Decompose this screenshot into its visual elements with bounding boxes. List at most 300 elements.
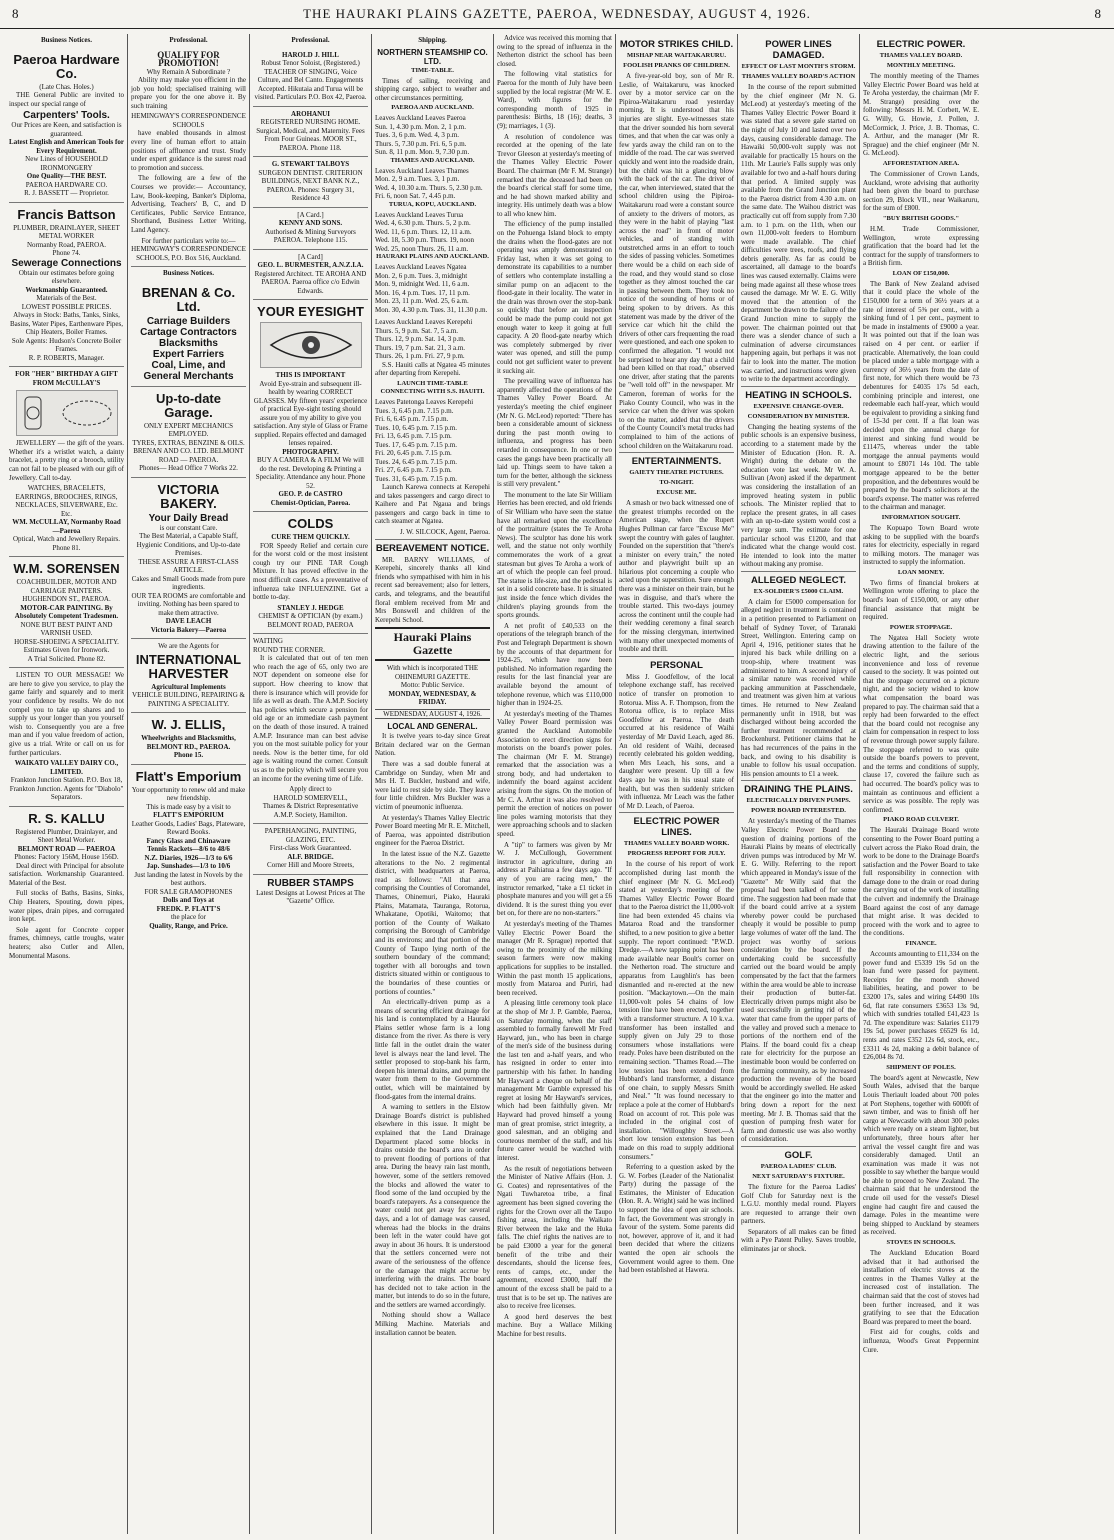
article-body: The fixture for the Paeroa Ladies' Golf Club for Saturday next is the L.G.U. monthly medal round. Players are requested to arrange their own partners. (741, 1182, 856, 1226)
launch-row: Fri. 20, 6.45 p.m. 7.15 p.m. (375, 449, 452, 458)
subheadline: THAMES VALLEY BOARD'S ACTION (741, 73, 856, 80)
shipping-subtitle: TIME-TABLE. (411, 66, 454, 74)
headline: PERSONAL (619, 656, 734, 671)
ad-body: Sole agent for Concrete copper frames, chimneys, cattle troughs, water heaters; also Cutler and Allen, Monumental Masons. (9, 925, 124, 960)
subheadline: SHIPMENT OF POLES. (886, 1063, 956, 1071)
ad-title: Francis Battson (17, 206, 116, 222)
watch-illustration-icon (16, 390, 118, 436)
ad-line: Latest English and American Tools for Every Requirement. (9, 138, 124, 155)
route-row: Thurs. 26, 1 p.m. Fri. 27, 9 p.m. (375, 352, 465, 361)
ad-line: Frankton Junction Station. P.O. Box 18, Frankton Junction. Agents for "Diabolo" Separators. (9, 776, 124, 802)
page-number-right: 8 (1094, 6, 1102, 21)
ad-title: YOUR EYESIGHT (257, 304, 364, 320)
ad-line: Leather Goods, Ladies' Bags, Plateware, Reward Books. (131, 819, 246, 837)
launch-row: Leaves Patetonga Leaves Kerepehi (375, 398, 474, 407)
ad-line: R. P. ROBERTS, Manager. (28, 353, 105, 362)
launch-sign: J. W. SILCOCK, Agent, Paeroa. (399, 528, 490, 537)
ad-line: Avoid Eye-strain and subsequent ill-health by wearing CORRECT GLASSES. My fifteen years' experience of practical Eye-sight testing should assure you of my ability to give you satisfaction. Any style of Glass or Frame supplied. Repairs effected and damaged lenses repaired. (253, 379, 368, 448)
ad-body: Ability may make you efficient in the job you hold; specialised training will prepare you for the one above it. By such training (131, 76, 246, 110)
ad-eyesight (253, 300, 368, 512)
ad-line: One Quality—THE BEST. (26, 172, 107, 181)
ad-line: WM. McCULLAY, Normanby Road—Paeroa (12, 518, 121, 535)
subheadline: EXPENSIVE CHANGE-OVER. (753, 402, 844, 410)
ad-line: Authorised & Mining Surveyors PAEROA. Telephone 115. (265, 227, 356, 245)
article-body: A smash or two back witnessed one of the greatest triumphs recorded on the American stage, when the Rupert Hughes Pullman car farce "Excuse Me" swept the country with gales of laughter. Founded on the superstition that "there's a minister on every train," the noted author and playwright built up an hilarious plot concerning a couple who acted upon the superstition. Sure enough there was a minister on their train, but he was in disguise, and that's where the trouble started. This two-days journey across the continent until the couple had their wedding ceremony a final search for the missing clergyman, intertwined with many other unexpected moments of trouble and thrill. (619, 499, 734, 654)
ad-line: TYRES, EXTRAS, BENZINE & OILS. (132, 438, 245, 447)
subheadline: GAIETY THEATRE PICTURES. (629, 469, 724, 477)
route-title: THAMES AND AUCKLAND. (390, 156, 475, 164)
route-row: Leaves Auckland Leaves Thames (375, 166, 469, 175)
route-row: Wed. 18, 5.30 p.m. Thurs. 19, noon (375, 236, 475, 245)
ad-title: INTERNATIONAL HARVESTER (135, 651, 242, 681)
ad-title: AROHANUI (291, 109, 330, 118)
ad-line: Cakes and Small Goods made from pure ingredients. (131, 574, 246, 592)
route-row: Leaves Auckland Leaves Paeroa (375, 114, 466, 123)
ad-line: SURGEON DENTIST. CRITERION BUILDINGS, NEXT BANK N.Z., PAEROA. Phones: Surgery 31, Residence 43 (258, 168, 363, 203)
masthead (0, 6, 1114, 29)
article-paragraph: A pleasing little ceremony took place at the shop of Mr J. P. Gamble, Paeroa, on Saturday morning, when the staff assembled to formally farewell Mr Fred Hayward, jun., who has been in charge of the men's side of the business during the last ten and a-half years, and who has resigned in order to enter into partnership with his father. In handing Mr Hayward a cheque on behalf of the management Mr Gamble expressed his regret at losing Mr Hayward's services, which had been faithfully given. Mr Hayward had proved himself a young man of great promise, strict integrity, a good salesman, and an obliging and courteous member of the staff, and his future career would be watched with interest. (497, 999, 612, 1162)
article-paragraph: Nothing should show a Wallace Milking Machine. Materials and installation cannot be beaten. (375, 1311, 490, 1337)
ad-line: Sewerage Connections (11, 257, 122, 269)
ad-title: KENNY AND SONS. (278, 219, 343, 228)
subheadline: PAEROA LADIES' CLUB. (760, 1162, 837, 1170)
ad-garage (131, 387, 246, 478)
subheadline: FOOLISH PRANKS OF CHILDREN. (623, 62, 730, 69)
launch-row: Tues. 17, 6.45 p.m. 7.15 p.m. (375, 440, 458, 449)
ad-line: VEHICLE BUILDING, REPAIRING & PAINTING A SPECIALITY. (132, 691, 245, 708)
article-body: The Auckland Education Board advised that it had authorised the installation of electric stoves at the centres in the Thames Valley at the increased cost of installation. The chairman said that the cost of stoves had been further increased, and it was gratifying to see that the Education Board was prepared to meet the board. (863, 1249, 979, 1326)
route-row: Thurs. 12, 9 p.m. Sat. 14, 3 p.m. (375, 335, 466, 344)
ad-body: FOR Speedy Relief and certain cure for the worst cold or the most insistent cough try our PINE TAR Cough Mixture. It has proved effective in the most difficult cases. As a preventative of influenza take INFLUENZINE. Get a bottle to-day. (253, 541, 368, 602)
article-body: The Commissioner of Crown Lands, Auckland, wrote advising that authority had been given the board to purchase section 29, Block VII., near Waikaruru, for the sum of £800. (863, 169, 979, 213)
ad-line: Phone 15. (173, 751, 204, 760)
article-body: First aid for coughs, colds and influenza, Wood's Great Peppermint Cure. (863, 1328, 979, 1354)
route-row: Leaves Auckland Leaves Kerepehi (375, 318, 473, 327)
ad-line: Chemist-Optician, Paeroa. (270, 498, 351, 507)
ad-line: First-class Work Guaranteed. (269, 844, 352, 853)
column-1 (6, 34, 128, 1534)
ad-line: [A Card.] (297, 210, 324, 219)
article-body: Referring to a question asked by the G. W. Forbes (Leader of the Nationalist Party) during the passage of the Estimates, the Minister of Education (Hon. R. A. Wright) said he was inclined to support the idea of open air schools. In fact, the Government was strongly in favour of the system. Some parents did not, however, approve of it, and it had been decided that where the citizens wanted the open air schools the Government would agree to them. One had been established at Hawera. (619, 1163, 734, 1275)
ad-line: Tennis Rackets—8/6 to 48/6 (147, 845, 230, 854)
ad-line: is our constant Care. (159, 523, 218, 532)
route-row: Fri. 6, noon Sat. 7, 4.45 p.m. (375, 192, 456, 201)
article-body: At yesterday's meeting of the Thames Valley Electric Power Board the question of draining portions of the Hauraki Plains by means of electrically driven pumps was introduced by Mr W. E. G. Willy. Referring to the report which appeared in Monday's issue of the "Gazette" Mr Willy said that the proposal had been talked of for some time. The suggestion had been made that if the board could arrive at a system whereby power could be purchased cheaply it would be possible to pump large volumes of water off the land. The project was worthy of serious consideration by the board. If the undertaking could be successfully carried out the board would be amply compensated by the fact that the farmers within the area would be able to increase their production of butter-fat. Electrically driven pumps might also be used successfully in getting rid of the water that came from the upper parts of the valley and proved such a menace to portions of the northern end of the Plains. If the board could fix a cheap rate for electricity for the purpose an inestimable boon would be conferred on the farming community, as by increased production the revenue of the board would be accordingly swelled. He asked that the engineer go into the matter and bring down a report for the next meeting. Mr J. B. Thomas said that the question of pumping fresh water for farm and domestic use was also worthy of consideration. (741, 817, 856, 1144)
ad-line: Sole Agents: Hudson's Concrete Boiler Frames. (11, 336, 122, 354)
launch-row: Fri. 13, 6.45 p.m. 7.15 p.m. (375, 432, 452, 441)
ad-line: Jap. Sunshades—1/3 to 10/6 (146, 862, 231, 871)
ad-line: PAPERHANGING, PAINTING, GLAZING, ETC. (264, 827, 357, 844)
ad-line: For further particulars write to:— (141, 236, 236, 245)
ad-line: Phones— Head Office 7 Works 22. (139, 464, 238, 473)
ad-line: Blacksmiths (159, 337, 218, 349)
ad-line: FLATT'S EMPORIUM (153, 811, 224, 820)
ad-hemingway (131, 48, 246, 268)
shipping-title: NORTHERN STEAMSHIP CO. LTD. (377, 47, 488, 66)
ad-line: FOR "HER" BIRTHDAY A GIFT FROM McCULLAY'S (15, 370, 118, 387)
ad-title: COLDS (287, 516, 334, 532)
ad-line: Obtain our estimates before going elsewhere. (18, 268, 115, 286)
subheadline: PROGRESS REPORT FOR JULY. (627, 850, 726, 858)
ad-line: R. J. BASSETT — Proprietor. (24, 189, 109, 198)
ad-title: R. S. KALLU (28, 810, 105, 826)
article-body: In the course of the report submitted by the chief engineer (Mr N. G. McLeod) at yesterday's meeting of the Thames Valley Electric Power Board it was stated that a severe gale started on the night of July 10 and lasted over two days, causing considerable damage. The Hawaiki 50,000-volt supply was not available for practically 15 hours on the 11th. Mr Laurie's Falls supply was only available for two and a-half hours during that period. A limited supply was available from the Grand Junction plant to the Paeroa district from 4.30 a.m. on the same date. The Waihou district was practically cut off from supply from 7.30 a.m. to 1 p.m. on the 11th, when our own 11,000-volt feeders to Hornburn were made available. The chief difficulties were trees, roofs, and flying debris generally. As far as could be ascertained, all damage to the board's lines was caused externally. Claims were being made against all these whose trees caused the damage. Mr W. E. G. Willy moved that the attention of the department be drawn to the failure of the Grand Junction mine to supply the power. The chairman pointed out that there was a slender chance of such a culmination of adverse circumstances happening again, but perhaps it was not fair to look into the matter. The motion was carried, and instructions were given to write to the department accordingly. (741, 83, 856, 384)
subheadline: INFORMATION SOUGHT. (881, 513, 961, 521)
ad-line: ONLY EXPERT MECHANICS EMPLOYED. (143, 421, 234, 439)
launch-row: Tues. 10, 6.45 p.m. 7.15 p.m. (375, 423, 458, 432)
ad-victoria-bakery (131, 478, 246, 640)
article-body: The Hauraki Drainage Board wrote consenting to the Power Board putting a culvert across the Piako Road drain, the work to be done to the Drainage Board's satisfaction and the Power Board to take full responsibility in connection with damage done to the drain or road during the carrying out of the work of installing the culvert and indemnify the Drainage Board against the cost of any damage that might arise. It was decided to proceed with the work and to agree to the conditions. (863, 826, 979, 938)
ad-line: Normanby Road, PAEROA. (26, 240, 107, 249)
column-3 (250, 34, 372, 1534)
paper-line: MONDAY, WEDNESDAY, & FRIDAY. (388, 689, 477, 707)
ad-line: The Best Material, a Capable Staff, Hygienic Conditions, and Up-to-date Premises. (136, 532, 241, 558)
ad-line: REGISTERED NURSING HOME. Surgical, Medical, and Maternity. Fees From Four Guineas. MOOR ST., PAEROA. Phone 118. (256, 118, 365, 152)
article-paragraph: It is twelve years to-day since Great Britain declared war on the German Nation. (375, 732, 490, 758)
route-row: Mon. 16, 4 p.m. Tues. 17, 11 p.m. (375, 288, 470, 297)
headline: ENTERTAINMENTS. (619, 452, 734, 467)
ad-line: Quality, Range, and Price. (149, 921, 228, 930)
subheadline: AFFORESTATION AREA. (882, 159, 960, 167)
ad-line: Workmanship Guaranteed. (25, 285, 108, 294)
ad-line: Fancy Glass and Chinaware (146, 836, 231, 845)
ad-line: the place for (171, 913, 206, 922)
route-row: Mon. 30, 4.30 p.m. Tues. 31, 11.30 p.m. (375, 305, 488, 314)
headline: POWER LINES DAMAGED. (765, 39, 832, 61)
ad-line: Registered Plumber, Drainlayer, and Sheet Metal Worker. (15, 827, 118, 845)
article-body: Miss J. Goodfellow, of the local telephone exchange staff, has received notice of transfer on promotion to Rotorua. Miss A. F. Thompson, from the Rotorua office, is to replace Miss Goodfellow at Paeroa. The death occurred at his residence of Waihi yesterday of Mr David Leach, aged 86. An old resident of Waihi, deceased recently celebrated his golden wedding, when Mrs Leach, his sons, and a daughter were present. Up till a few days ago he was in his usual state of health, but was then suddenly stricken with influenza. Mr Leach was the father of Mr D. Leach, of Paeroa. (619, 672, 734, 810)
article-paragraph: The prevailing wave of influenza has apparently affected the operations of the Thames Valley Power Board. At yesterday's meeting the chief engineer (Mr N. G. McLeod) reported: "There has been a considerable amount of sickness during the past month owing to influenza, and progress has been retarded in consequence. In one or two cases the gangs have been practically all laid up. Things seem to have taken a turn for the better, although the sickness is still very prevalent." (497, 377, 612, 489)
ad-line: (Late Chas. Holes.) (39, 82, 94, 91)
ad-line: Expert Farriers (152, 348, 225, 360)
ad-sorensen (9, 557, 124, 668)
article-paragraph: Advice was received this morning that owing to the spread of influenza in the Netherton district the school has been closed. (497, 34, 612, 68)
article-paragraph: At yesterday's meeting of the Thames Valley Power Board permission was granted the Auckland Automobile Association to erect direction signs for motorists on the board's power poles. The chairman (Mr F. M. Strange) remarked that the association was a strong body, and had undertaken to indemnify the board against accident arising from the signs. On the motion of Mr C. A. Arthur it was also resolved to permit the erection of notices on power line poles warning motorists that they were approaching schools and to slacken speed. (497, 709, 612, 839)
ad-line: Wheelwrights and Blacksmiths, (141, 734, 236, 743)
article-body: The Kopuapo Town Board wrote asking to be supplied with the board's rates for electricity, especially in regard to milking motors. The manager was instructed to supply the information. (863, 523, 979, 567)
article-body: The monthly meeting of the Thames Valley Electric Power Board was held at Te Aroha yesterday, the chairman (Mr F. M. Strange) presiding over the following: Messrs H. M. Corbett, W. E. G. Willy, G. Howie, J. Pollen, J. McCormick, J. Price, J. B. Thomas, C. A. Arthur, and the manager (Mr R. Sprague) and the chief engineer (Mr N. G. McLeod). (863, 72, 979, 158)
column-4 (372, 34, 494, 1534)
ad-line: COACHBUILDER, MOTOR AND CARRIAGE PAINTERS. HUGHENDON ST., PAEROA. (16, 578, 117, 604)
ad-line: FREDK. P. FLATT'S (156, 904, 221, 913)
ad-line: CHEMIST & OPTICIAN (by exam.) (258, 612, 363, 621)
ad-line: NONE BUT BEST PAINT AND VARNISH USED. (20, 620, 113, 638)
subheadline: POWER STOPPAGE. (889, 623, 953, 631)
ad-body: Deal direct with Principal for absolute satisfaction. Workmanship Guaranteed. Material of the Best. (9, 861, 124, 887)
ad-title: Paeroa Hardware Co. (13, 51, 120, 81)
route-row: Wed. 25, noon Thurs. 26, 11 a.m. (375, 244, 469, 253)
ad-line: DAVE LEACH (165, 617, 212, 626)
subheadline: ELECTRICALLY DRIVEN PUMPS. (746, 797, 851, 805)
ad-brenan (131, 281, 246, 387)
article-paragraph: An electrically-driven pump as a means of securing efficient drainage for his land is contemplated by a Hauraki Plains settler whose farm is a long distance from the river. As there is very little fall in the outlet drain the water level is always near the land level. The settler proposed to stop-bank his farm, deepen his internal drains, and pump the water from them to the Government outlet, which will be maintained by flood-gates from the internal drains. (375, 998, 490, 1101)
paper-nameplate: Hauraki Plains Gazette (375, 627, 490, 661)
route-row: Mon. 23, 11 p.m. Wed. 25, 6 a.m. (375, 297, 469, 306)
ad-body: JEWELLERY — the gift of the years. Whether it's a wristlet watch, a dainty bracelet, a pretty ring or a brooch, utility can not fail to be pleased with our gift of Jewellery. Call to-day. (9, 439, 124, 482)
ad-line: Corner Hill and Moore Streets, (267, 861, 354, 870)
subheadline: EFFECT OF LAST MONTH'S STORM. (741, 63, 856, 70)
launch-row: Fri. 6, 6.45 p.m. 7.15 p.m. (375, 415, 449, 424)
ad-title: Up-to-date Garage. (156, 390, 221, 420)
ad-line: BELMONT ROAD — PAEROA (17, 844, 116, 853)
route-note: S.S. Hauiti calls at Ngatea 45 minutes after departing from Kerepehi. (375, 360, 490, 378)
ad-title: HAROLD J. HILL (282, 50, 339, 59)
ad-line: Thames & District Representative A.M.P. Society, Hamilton. (262, 802, 359, 819)
route-row: Mon. 9, midnight Wed. 11, 6 a.m. (375, 280, 470, 289)
article-body: In the course of his report of work accomplished during last month the chief engineer (Mr N. G. McLeod) stated at yesterday's meeting of the Thames Valley Electric Power Board that to the Paeroa district the 11,000-volt line had been extended 45 chains via Mataroa Road and the transformer shifted, to a new position to give a better supply. The report continued: "P.W.D. Dredge.—A new tapping point has been made available near Boult's corner on the Netherton road. The structure and apparatus from Laughlin's has been dismantled and re-erected at the new position. "Mackaytown.—On the main 11,000-volt poles 54 chains of low tension line have been erected, together with a transformer structure. A 10 k.v.a. transformer has been installed and supply given on July 29 to those consumers whose installations were ready. Poles have been distributed on the remaining section. "Thames Road.—The low tension has been extended from Hubbard's land transformer, a distance of one chain, to supply Messrs Smith and Neal." "It was found necessary to replace a pole at the corner of Hubbard's Road on account of rot. This pole was included in the original cost of installation. "Willoughby Street.—A short low tension extension has been made on this road to supply additional consumers." (619, 860, 734, 1161)
section-label: Professional. (291, 36, 330, 44)
ad-line: General Merchants (143, 370, 234, 382)
ad-title: GEO. L. BURMESTER, A.N.Z.I.A. (257, 261, 364, 270)
ad-line: FOR SALE GRAMOPHONES (144, 887, 233, 896)
section-label: Professional. (169, 36, 208, 44)
subheadline: STOVES IN SCHOOLS. (886, 1239, 956, 1247)
ad-line: ROUND THE CORNER. (253, 645, 326, 654)
ad-line: Just landing the latest in Novels by the best authors. (134, 870, 243, 888)
route-row: Mon. 2, 9 a.m. Tues. 3, 1 p.m. (375, 175, 460, 184)
ad-title: W.M. SORENSEN (13, 561, 120, 577)
article-body: The Ngatea Hall Society wrote drawing attention to the failure of the electric light, and the serious inconvenience and loss of revenue caused to the society. It was pointed out that the stoppage occurred on a picture night, and the society wished to know what compensation the board was prepared to pay. The chairman said that a reply had been forwarded to the effect that the board could not recognise any claim for compensation in respect to loss of revenue through power supply failure. The stoppage referred to was quite outside the board's powers to prevent, and the terms and conditions of supply, clause 17, covered the failure such as had occurred. The board's policy was to maintain as continuous and efficient a service as was possible. The reply was confirmed. (863, 633, 979, 814)
route-row: Leaves Auckland Leaves Turua (375, 210, 464, 219)
eye-illustration-icon (260, 322, 362, 368)
section-label: Business Notices. (41, 36, 92, 44)
headline: HEATING IN SCHOOLS. (741, 386, 856, 401)
launch-row: Fri. 27, 6.45 p.m. 7.15 p.m. (375, 466, 452, 475)
ad-hardware (9, 48, 124, 203)
page-number-left: 8 (12, 6, 20, 21)
ad-body: THE General Public are invited to inspect our special range of (9, 91, 124, 108)
article-paragraph: At yesterday's Thames Valley Electric Power Board meeting Mr R. E. Mitchell, of Paeroa, was appointed distribution engineer for the Paeroa District. (375, 813, 490, 848)
launch-note: Launch Karewa connects at Kerepehi and takes passengers and cargo direct to Kaihere and Pat Ngaua and brings passengers and cargo back in time to catch steamer at Ngatea. (375, 483, 490, 526)
ad-line: Robust Tenor Soloist, (Registered.) TEACHER OF SINGING, Voice Culture, and Bel Canto. Engagements Accepted. Hikutaia and Turua will be visited. Particulars P.O. Box 42, Paeroa. (254, 59, 367, 102)
subheadline: LOAN MONEY. (897, 568, 945, 576)
ad-dairy (9, 668, 124, 806)
ad-line: HORSE-SHOEING A SPECIALITY. (14, 637, 119, 646)
shipping-note: Times of sailing, receiving and shipping cargo, subject to weather and other circumstances permitting. (375, 76, 490, 102)
ad-line: Agricultural Implements (151, 682, 226, 691)
headline: ALLEGED NEGLECT. (741, 571, 856, 586)
ad-line: BELMONT ROAD, PAEROA (267, 620, 354, 629)
ad-title: Flatt's Emporium (135, 768, 242, 784)
article-body: The board's agent at Newcastle, New South Wales, advised that the barque Louis Theriault loaded about 700 poles at Port Stephens, together with 6000ft of sawn timber, and was to finish off her cargo at Newcastle with about 300 poles which were ready on a steam lighter, but unfortunately, three hours after her arrival the vessel caught fire and was considerably damaged. Until an examination was made it was not possible to say whether the barque would be able to proceed to New Zealand. The chairman said that he understood the crude oil used for the vessel's Diesel engine had caught fire and caused the damage. Poles in the meantime were being shipped to Auckland by steamers as received. (863, 1073, 979, 1237)
subheadline: MISHAP NEAR WAITAKARURU. (627, 52, 726, 59)
route-row: Thurs. 19, 7 p.m. Sat. 21, 3 a.m. (375, 343, 466, 352)
ad-body: It is calculated that out of ten men who reach the age of 65, only two are NOT dependent on someone else for support. How cheering to know that there is insurance which will provide for life as well as death. The A.M.P. Society has policies which secure a pension for old age or an immediate cash payment on the death of those insured. A trained A.M.P. Insurance man can best advise you on the most suitable policy for your needs. Now is the better time, for old age is waiting round the corner. Consult us as to the policy which will secure you an income for the evening time of Life. (253, 654, 368, 783)
bereavement-body: MR. BARNY WILLIAMS, of Kerepehi, sincerely thanks all kind friends who sympathised with him in his recent sad bereavement; also for letters, cards, and telegrams, and the beautiful floral emblem received from Mr and Mrs Bonswell and children of the Kerepehi School. (375, 555, 490, 624)
ad-line: Dolls and Toys at (162, 896, 215, 905)
article-paragraph: A good herd deserves the best machine. Buy a Wallace Milking Machine for best results. (497, 1312, 612, 1338)
subheadline: THAMES VALLEY BOARD WORK. (623, 840, 730, 848)
ad-line: WATCHES, BRACELETS, EARRINGS, BROOCHES, RINGS, NECKLACES, SILVERWARE, Etc. Etc. (15, 484, 118, 518)
ad-line: Why Remain A Subordinate ? (146, 67, 231, 76)
route-row: Mon. 2, 6 p.m. Tues. 3, midnight (375, 271, 468, 280)
ad-line: Phone 74. (52, 249, 81, 258)
article-body: Two firms of financial brokers at Wellington wrote offering to place the board's loan of £150,000, or any other financial assistance that might be required. (863, 578, 979, 622)
ad-mccullay (9, 367, 124, 557)
ad-kenny (253, 208, 368, 250)
ad-line: HEMINGWAY'S CORRESPONDENCE SCHOOLS, P.O. Box 516, Auckland. (131, 245, 246, 262)
ad-line: CURE THEM QUICKLY. (271, 533, 350, 542)
ad-title: BRENAN & Co. Ltd. (141, 284, 236, 314)
ad-line: Estimates Given for Ironwork. (23, 646, 110, 655)
ad-line: OUR TEA ROOMS are comfortable and inviting. Nothing has been spared to make them attractive. (131, 591, 246, 617)
launch-row: Tues. 3, 6.45 p.m. 7.15 p.m. (375, 406, 454, 415)
ad-line: BRENAN AND CO. LTD. BELMONT ROAD — PAEROA. (133, 447, 244, 464)
subheadline: EXCUSE ME. (656, 489, 697, 497)
ad-line: Apply direct to (289, 785, 332, 794)
subheadline: TO-NIGHT. (659, 479, 694, 487)
article-paragraph: In the latest issue of the N.Z. Gazette alterations to the No. 2 regimental district, with headquarters at Paeroa, read as follows: "All that area comprising the Counties of Coromandel, Thames, Ohinemuri, Piako, Hauraki Plains, Matamata, Tauranga, Rotorua, Whakatane, Opotiki, Waitomo; that portion of the County of Waikato comprising the Borough of Cambridge and its environs; and that portion of the County of Taupo lying north of the southern boundary of the command; together with all boroughs and town districts situated within or contiguous to the boundaries of these counties or portions of counties." (375, 850, 490, 996)
column-7 (738, 34, 860, 1534)
subheadline: PIAKO ROAD CULVERT. (883, 816, 959, 824)
subheadline: CONSIDERATION BY MINISTER. (747, 412, 850, 420)
article-paragraph: The monument to the late Sir William Herries has been erected, and old friends of Sir William who have seen the statue have all remarked upon the excellence of the portraiture (states the Te Aroha News). The sculptor has done his work well, and the statue not only worthily commemorates the work of a great statesman but gives Te Aroha a work of art of which the people can feel proud. The statue is life-size, and the pedestal is set in a solid concrete base. It is situated just inside the fence which divides the children's playing grounds from the sports grounds. (497, 490, 612, 620)
headline: ELECTRIC POWER LINES. (619, 812, 734, 838)
route-row: Thurs. 5, 9 p.m. Sat. 7, 5 a.m. (375, 326, 459, 335)
columns (6, 34, 1108, 1534)
route-title: TURUA, KOPU, AUCKLAND. (388, 200, 477, 208)
headline: DRAINING THE PLAINS. (741, 780, 856, 795)
section-label: Business Notices. (163, 269, 214, 278)
route-title: HAURAKI PLAINS AND AUCKLAND. (376, 253, 489, 261)
local-general-title: LOCAL AND GENERAL. (387, 722, 478, 732)
article-paragraph: At yesterday's meeting of the Thames Valley Electric Power Board the manager (Mr R. Sprague) reported that owing to the proximity of the milking season farmers were now making applications for supplies to be installed. Within the past month 15 applications, mostly from Mataroa and Puriri, had been received. (497, 919, 612, 997)
subheadline: EX-SOLDIER'S £5000 CLAIM. (753, 587, 844, 595)
ad-line: We are the Agents for (158, 642, 219, 651)
subheadline: NEXT SATURDAY'S FIXTURE. (752, 1172, 845, 1180)
ad-line: PAEROA HARDWARE CO. (25, 180, 108, 189)
article-paragraph: There was a sad double funeral at Cambridge on Sunday, when Mr and Mrs H. T. Buckler, husband and wife, were laid to rest side by side. They leave four little children. Mrs Buckler was a victim of pneumonic influenza. (375, 760, 490, 812)
headline: GOLF. (741, 1146, 856, 1161)
ad-burmester (253, 250, 368, 301)
ad-title: RUBBER STAMPS (267, 877, 354, 889)
ad-kallu (9, 807, 124, 967)
ad-flatts (131, 765, 246, 935)
route-row: Wed. 4, 6.30 p.m. Thurs. 5, 2 p.m. (375, 219, 471, 228)
route-row: Sun. 8, 11 p.m. Mon. 9, 7.30 p.m. (375, 148, 470, 157)
ad-arohanui (253, 107, 368, 158)
ad-title: W. J. ELLIS, (151, 717, 226, 733)
column-8 (860, 34, 982, 1534)
ad-line: THIS IS IMPORTANT (275, 371, 346, 380)
ad-line: Your opportunity to renew old and make new friendship. (131, 785, 246, 803)
ad-battson (9, 203, 124, 368)
ad-line: WAITING (253, 637, 283, 646)
ad-colds (253, 512, 368, 634)
masthead-title: THE HAURAKI PLAINS GAZETTE, PAEROA, WEDNESDAY, AUGUST 4, 1926. (303, 6, 811, 21)
ad-line: THESE ASSURE A FIRST-CLASS ARTICLE. (138, 557, 239, 575)
column-5 (494, 34, 616, 1534)
column-2 (128, 34, 250, 1534)
ad-line: Latest Designs at Lowest Prices at The "Gazette" Office. (256, 888, 365, 906)
paper-date: WEDNESDAY, AUGUST 4, 1926. (375, 709, 490, 720)
section-label: Shipping. (418, 36, 447, 44)
article-paragraph: A net profit of £40,533 on the operations of the telegraph branch of the Post and Telegraph Department is shown by the accounts of that department for 1924-25, which have now been published. No information regarding the results for the last financial year are available beyond the amount of telephone revenue, which was £110,000 higher than in 1924-25. (497, 621, 612, 708)
ad-line: Your Daily Bread (148, 512, 229, 524)
ad-line: BELMONT RD., PAEROA. (146, 742, 231, 751)
subheadline: MONTHLY MEETING. (886, 62, 956, 69)
ad-line: BUY A CAMERA & A FILM We will do the rest. Developing & Printing a Speciality. Attendance any hour. Phone 52. (255, 456, 366, 490)
ad-line: Carpenters' Tools. (23, 110, 110, 122)
ad-body: have enabled thousands in almost every line of human effort to attain positions of affluence and trust. Study under expert guidance is the surest road to promotion and success. (131, 129, 246, 172)
ad-line: MOTOR-CAR PAINTING. By Absolutely Competent Tradesmen. (14, 603, 119, 621)
launch-row: Tues. 31, 6.45 p.m. 7.15 p.m. (375, 474, 458, 483)
article-paragraph: The efficiency of the pump installed on the Pohuenga Island block to empty the drains when the flood-gates are not operating was amply demonstrated on Friday last, when it was set going to demonstrate its capabilities to a number of settlers who contemplate installing a similar pump on an adjacent to the flood-gate in their locality. The water in the drain was thrown over the stop-bank so quickly that before an inspection could be made the pump could not get enough water to keep it going at full capacity. A 20 flood-gate nearby which was completely submerged by river water was opened, and still the pump could not get sufficient water to prevent it sucking air. (497, 220, 612, 375)
route-row: Tues. 3, 6 p.m. Wed. 4, 3 p.m. (375, 131, 460, 140)
ad-bridge (253, 824, 368, 875)
ad-title: VICTORIA BAKERY. (157, 481, 220, 511)
route-row: Wed. 4, 10.30 a.m. Thurs. 5, 2.30 p.m. (375, 183, 483, 192)
article-paragraph: As the result of negotiations between the Minister of Native Affairs (Hon. J. G. Coates) and representatives of the Ngati Tuwharetoa tribe, a final agreement has been signed covering the rights for the Crown over all the Taupo fishing areas, including the Waikato River between the lake and the Huka falls. The chief rights the natives are to be paid £3000 a year for the general benefit of the tribe and their descendants, should the license fees, rents of camps, etc., under the agreement, exceed £3000, half the amount of the excess shall be paid to a trust that is to be set up. The natives are also to receive free licenses. (497, 1164, 612, 1311)
ad-harvester (131, 639, 246, 713)
ad-stamps (253, 875, 368, 910)
ad-line: N.Z. Diaries, 1926—1/3 to 6/6 (144, 853, 233, 862)
article-paragraph: A resolution of condolence was recorded at the opening of the late Trevor Gleeson at yesterday's meeting of the Thames Valley Electric Power Board. The chairman (Mr F. M. Strange) remarked that the deceased had been on the board's clerical staff for some time, and he had shown marked ability and integrity. His untimely death was a blow to all who knew him. (497, 132, 612, 218)
ad-line: New Lines of HOUSEHOLD IRONMONGERY (25, 155, 108, 172)
ad-ellis (131, 713, 246, 765)
ad-line: Coal, Lime, and (151, 359, 226, 371)
article-body: Changing the heating systems of the public schools is an expensive business, according to a statement made by the Minister of Education (Hon. R. A. Wright) during the debate on the education vote last week. Mr W. A. Sullivan (Avon) asked if the department was considering the installation of an improved heating system in public schools. The Minister replied that to replace the present grates, in all cases with an up-to-date system would cost a very large sum. The estimate for one particular school was £1200, and that indicated what the change would cost. He intended to look into the matter without making any promise. (741, 422, 856, 569)
ad-title: G. STEWART TALBOYS (271, 160, 350, 169)
ad-line: LOWEST POSSIBLE PRICES. (21, 302, 112, 311)
article-paragraph: A warning to settlers in the Elstow Drainage Board's district is published elsewhere in this issue. It might be explained that the Land Drainage Department placed some blocks in drains outside the board's area in order to prevent flooding of portions of that area. During the heavy rain last month, however, some of the settlers removed the blocks and allowed the water to flood some of the land occupied by the board's ratepayers. As a consequence the water could not get away for several days, and a lot of damage was caused, whereas had the blocks in the drains been left in the water could have got away in about 36 hours. It is understood that the settlers concerned were not aware of the seriousness of the offence or the damage that might accrue by interfering with the drains. The board has decided not to take action in the matter, but intends to do so in the future, and the settlers are warned accordingly. (375, 1103, 490, 1309)
ad-line: This is made easy by a visit to (146, 802, 231, 811)
ad-line: PLUMBER, DRAINLAYER, SHEET METAL WORKER (13, 223, 120, 241)
ad-line: Our Prices are Keen, and satisfaction is guaranteed. (11, 121, 122, 138)
ad-line: A Trial Solicited. Phone 82. (27, 654, 106, 663)
ad-body: The following are a few of the Courses we provide:— Accountancy, Law, Book-keeping, Banker's Diploma, Advertising, Teachers' B, C, and D Certificates, Public Service Entrance, Shorthand, Business Letter Writing, Land Agency. (131, 174, 246, 234)
ad-line: Carriage Builders (146, 315, 231, 327)
ad-body: Full stocks of Baths, Basins, Sinks, Chip Heaters, Spouting, down pipes, water pipes, drain pipes, and corrugated iron kept. (9, 889, 124, 924)
ad-line: HAROLD SOMERVELL, (273, 793, 348, 802)
ad-line: Victoria Bakery—Paeroa (150, 625, 227, 634)
launch-row: Tues. 24, 6.45 p.m. 7.15 p.m. (375, 457, 458, 466)
route-row: Sun. 1, 4.30 p.m. Mon. 2, 1 p.m. (375, 122, 467, 131)
paper-line: With which is incorporated THE OHINEMURI GAZETTE. (386, 664, 479, 681)
ad-line: Optical, Watch and Jewellery Repairs. Phone 81. (13, 535, 120, 552)
bereavement-title: BEREAVEMENT NOTICE. (375, 539, 490, 554)
ad-amp (253, 634, 368, 824)
article-body: Accounts amounting to £11,334 on the power fund and £5339 19s 5d on the loan fund were passed for payment. Receipts for the month showed liabilities, heating, and power to be £3200 17s, sales and wiring £4490 10s 6d, flat rate consumers £3653 13s 9d, which with sundries totalled £41,423 1s 7d. The expenditure was: Salaries £1179 19s 5d, power purchases £6529 6s 1d, rents and rates £352 12s 6d, stock, etc., £3311 4s 2d, making a debit balance of £26,004 8s 7d. (863, 950, 979, 1062)
route-row: Thurs. 5, 7.30 p.m. Fri. 6, 5 p.m. (375, 139, 467, 148)
article-body: Separators of all makes can be fitted with a Pye Patent Pulley. Saves trouble, eliminates jar or shock. (741, 1227, 856, 1254)
article-body: A five-year-old boy, son of Mr R. Leslie, of Waitakaruru, was knocked over by a motor service car on the Pipiroa-Waitakaruru road yesterday morning. It is understood that his injuries are slight. Eye-witnesses state that the driver sounded his horn several times, and that when the car was only a few yards away the child ran on to the middle of the road. The car was swerved quickly and went into the roadside drain, but the child was hit a glancing blow with the back of the car. The driver of the car, when interviewed, stated that the school children using the Pipiroa-Waitakaruru road were a constant source of anxiety to the drivers of motors, as they were in the habit of playing "last across the road" in front of motor vehicles, and of standing with outstretched arms in an effort to touch the sides of passing vehicles. Sometimes there would be a child on each side of the road, and they would stand so close together as they almost touched the car in passing between them. They took no notice of the sounding of horns or of being spoken to by drivers. As this statement was made by the driver of the service car which hit the child the drivers of other cars frequenting the road were questioned, and each one spoken to confirmed the allegation. "I would not be surprised to hear any day that a child had been killed on that road," observed one driver, after stating that the parents be "well told off" in the newspaper. Mr Cameron, foreman of works for the Piako County Council, who was in the service car when the driver was spoken to on the matter, added that the drivers of the County Council's metal trucks had complained to him of the actions of school children on the Waitakaruru road. (619, 72, 734, 450)
subheadline: THAMES VALLEY BOARD. (879, 52, 963, 59)
article-paragraph: The following vital statistics for Paeroa for the month of July have been supplied by the local registrar (Mr W. E. Ward), with figures for the corresponding month of 1925 in parenthesis: Births, 18 (16); deaths, 3 (9); marriages, 1 (3). (497, 70, 612, 130)
subheadline: POWER BOARD INTERESTED. (751, 807, 846, 815)
ad-line: Phones: Factory 156M, House 156D. (14, 853, 119, 862)
subheadline: "BUY BRITISH GOODS." (882, 214, 960, 222)
headline: MOTOR STRIKES CHILD. (619, 39, 734, 50)
article-body: The Bank of New Zealand advised that it could place the whole of the £150,000 for a term of 36½ years at a rate of interest of 5⅜ per cent., with a sinking fund of 1 per cent., payment to be made in instalments of £9000 a year. It was pointed out that if the loan was raised on 4 per cent. or earlier if practicable. Alternatively, the loan could be placed under a table mortgage with a currency of 36½ years from the date of first note, for which there would be 73 debentures for £4035 17s 5d each, combining principle and interest, one redeemable each half-year, which would be equivalent to providing a sinking fund of 15-3d per cent. If a flat loan was decided upon the annual charge for interest and sinking fund would be £11475, whereas under the table mortgage the annual payments would amount to £8071 14s 10d. The table mortgage appeared to be the better proposition, and the debentures would be prepared by the board's solicitors at the board's expense. The matter was referred to the chairman and manager. (863, 279, 979, 512)
headline: ELECTRIC POWER. (876, 39, 966, 50)
subheadline: LOAN OF £150,000. (892, 269, 950, 277)
ad-line: Always in Stock: Baths, Tanks, Sinks, Basins, Water Pipes, Earthenware Pipes, Chip Heaters, Boiler Frames. (9, 311, 124, 337)
route-row: Wed. 11, 6 p.m. Thurs. 12, 11 a.m. (375, 227, 472, 236)
ad-line: WAIKATO VALLEY DAIRY CO., LIMITED. (14, 759, 119, 776)
ad-line: Registered Architect. TE AROHA AND PAEROA. Paeroa office c/o Edwin Edwards. (254, 269, 367, 295)
route-title: PAEROA AND AUCKLAND. (391, 104, 474, 112)
subheadline: FINANCE. (905, 940, 937, 948)
ad-line: ALF. BRIDGE. (287, 852, 334, 861)
launch-title: LAUNCH TIME-TABLE CONNECTING WITH S.S. HAUITI. (380, 380, 485, 396)
ad-talboys (253, 157, 368, 208)
route-row: Leaves Auckland Leaves Ngatea (375, 263, 467, 272)
column-6 (616, 34, 738, 1534)
ad-line: HEMINGWAY'S CORRESPONDENCE SCHOOLS (131, 112, 246, 129)
article-body: A claim for £5000 compensation for alleged neglect in treatment is contained in a petition presented to Parliament on behalf of Sydney Tover, of Taranaki Street, Wellington. Entering camp on April 4, 1916, petitioner states that he injured his back while drilling on a troop-ship, where treatment was administered to him. A second injury of a similar nature was received while packing ammunition at Passchendaele, and treatment was given him at various times. He returned to New Zealand permanently unfit in 1918, but was discharged without being accorded the further treatment recommended at Brockenhurst. Petitioner claims that he has had recurrences of the pains in the back, and owing to his disability is unable to follow his usual occupation. His pension amounts to £1 a week. (741, 597, 856, 778)
article-body: H.M. Trade Commissioner, Wellington, wrote expressing gratification that the board had let the contract for the supply of transformers to a British firm. (863, 224, 979, 268)
